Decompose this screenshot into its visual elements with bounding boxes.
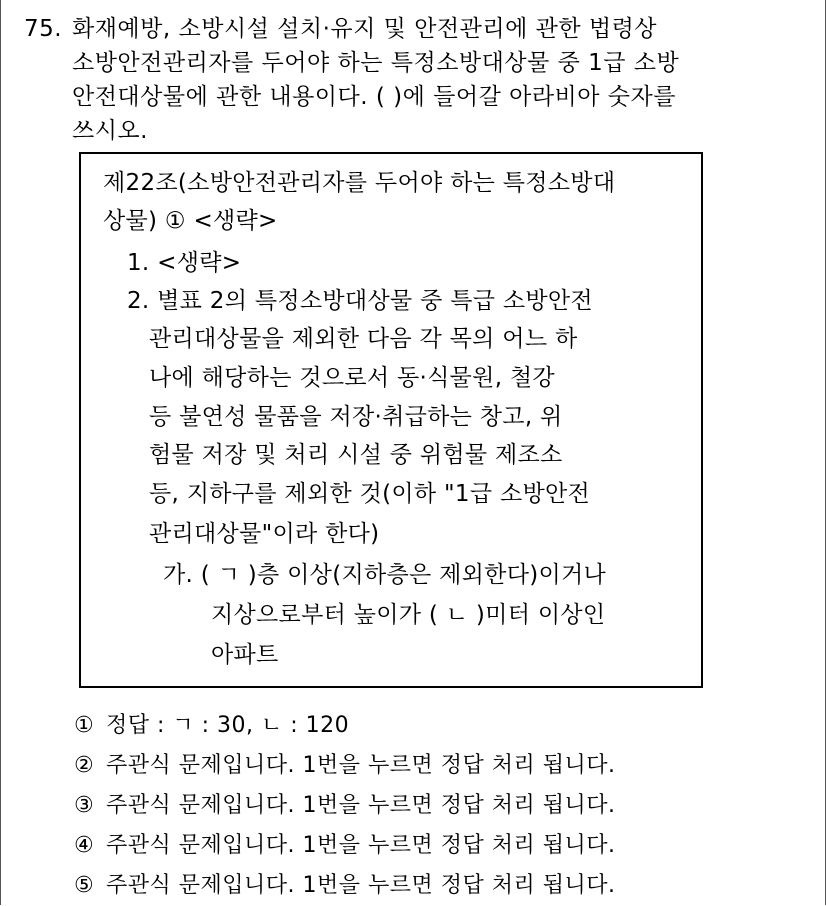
choice-3[interactable]	[74, 786, 794, 826]
choice-text: 정답 : ㄱ : 30, ㄴ : 120	[106, 713, 350, 738]
question-line: 소방안전관리자를 두어야 하는 특정소방대상물 중 1급 소방	[72, 50, 680, 76]
excerpt-item-2-line: 관리대상물"이라 한다)	[149, 521, 380, 547]
choice-mark: ①	[74, 713, 95, 738]
choice-text: 주관식 문제입니다. 1번을 누르면 정답 처리 됩니다.	[106, 873, 616, 898]
choice-text: 주관식 문제입니다. 1번을 누르면 정답 처리 됩니다.	[106, 793, 616, 818]
choice-2[interactable]	[74, 746, 794, 786]
excerpt-item-2-line: 등 불연성 물품을 저장·취급하는 창고, 위	[149, 404, 563, 430]
question-line: 화재예방, 소방시설 설치·유지 및 안전관리에 관한 법령상	[72, 16, 658, 42]
choice-4[interactable]	[74, 826, 794, 866]
choice-mark: ②	[74, 753, 95, 778]
excerpt-article-title: 제22조(소방안전관리자를 두어야 하는 특정소방대	[103, 170, 616, 196]
choice-5[interactable]	[74, 866, 794, 906]
excerpt-item-2: 2. 별표 2의 특정소방대상물 중 특급 소방안전	[127, 288, 593, 314]
question-line: 안전대상물에 관한 내용이다. ( )에 들어갈 아라비아 숫자를	[72, 84, 676, 110]
law-excerpt-box	[79, 152, 703, 688]
excerpt-item-2-line: 나에 해당하는 것으로서 동·식물원, 철강	[149, 365, 555, 391]
excerpt-subitem-ga: 가. ( ㄱ )층 이상(지하층은 제외한다)이거나	[163, 562, 607, 588]
question-number: 75.	[24, 16, 63, 42]
choice-text: 주관식 문제입니다. 1번을 누르면 정답 처리 됩니다.	[106, 753, 616, 778]
choice-mark: ③	[74, 793, 95, 818]
question-stem	[72, 12, 794, 148]
question-block	[24, 12, 794, 148]
excerpt-item-2-line: 등, 지하구를 제외한 것(이하 "1급 소방안전	[149, 481, 591, 507]
excerpt-item-2-line: 험물 저장 및 처리 시설 중 위험물 제조소	[149, 442, 563, 468]
question-line: 쓰시오.	[72, 118, 148, 144]
excerpt-subitem-ga-line: 아파트	[211, 642, 279, 668]
choice-mark: ④	[74, 833, 95, 858]
excerpt-item-1: 1. <생략>	[127, 250, 242, 276]
excerpt-subitem-ga-line: 지상으로부터 높이가 ( ㄴ )미터 이상인	[211, 602, 606, 628]
answer-choices	[74, 706, 794, 906]
excerpt-item-2-line: 관리대상물을 제외한 다음 각 목의 어느 하	[149, 326, 578, 352]
choice-1[interactable]	[74, 706, 794, 746]
choice-text: 주관식 문제입니다. 1번을 누르면 정답 처리 됩니다.	[106, 833, 616, 858]
excerpt-article-title-cont: 상물) ① <생략>	[103, 208, 278, 234]
choice-mark: ⑤	[74, 873, 95, 898]
